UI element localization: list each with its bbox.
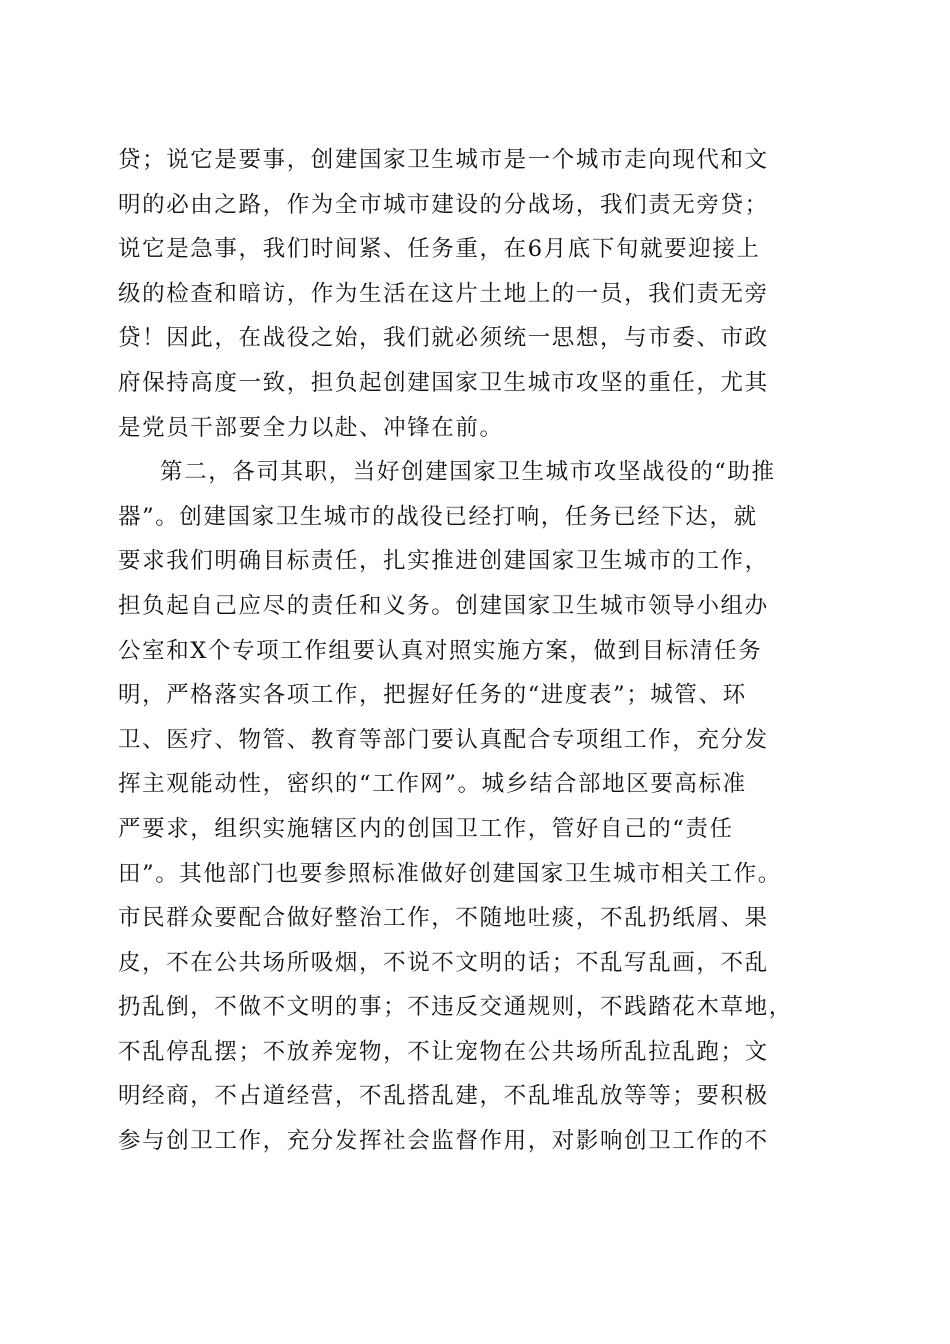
text-line: 贷；说它是要事，创建国家卫生城市是一个城市走向现代和文 [118,147,769,173]
text-line: 扔乱倒，不做不文明的事；不违反交通规则，不践踏花木草地， [118,994,793,1021]
text-line: 府保持高度一致，担负起创建国家卫生城市攻坚的重任，尤其 [118,369,769,396]
text-line: 不乱停乱摆；不放养宠物，不让宠物在公共场所乱拉乱跑；文 [118,1038,769,1065]
body-text [118,138,838,1164]
text-line: 级的检查和暗访，作为生活在这片土地上的一员，我们责无旁 [118,280,769,307]
text-line: 明的必由之路，作为全市城市建设的分战场，我们责无旁贷； [118,191,769,218]
text-line: 是党员干部要全力以赴、冲锋在前。 [118,414,504,441]
text-line: 公室和X个专项工作组要认真对照实施方案，做到目标清任务 [118,637,763,664]
text-line: 严要求，组织实施辖区内的创国卫工作，管好自己的“责任 [118,815,734,842]
text-line: 卫、医疗、物管、教育等部门要认真配合专项组工作，充分发 [118,726,769,753]
text-line: 明经商，不占道经营，不乱搭乱建，不乱堆乱放等等；要积极 [118,1083,769,1110]
text-line: 田”。其他部门也要参照标准做好创建国家卫生城市相关工作。 [118,860,782,887]
text-line: 挥主观能动性，密织的“工作网”。城乡结合部地区要高标准 [118,771,747,798]
text-line: 要求我们明确目标责任，扎实推进创建国家卫生城市的工作， [118,548,769,575]
text-line: 器”。创建国家卫生城市的战役已经打响，任务已经下达，就 [118,503,758,530]
text-line: 参与创卫工作，充分发挥社会监督作用，对影响创卫工作的不 [118,1128,769,1155]
text-line: 说它是急事，我们时间紧、任务重，在6月底下旬就要迎接上 [118,236,761,263]
paragraph-start-line: 第二，各司其职，当好创建国家卫生城市攻坚战役的“助推 [160,459,776,486]
text-line: 市民群众要配合做好整治工作，不随地吐痰，不乱扔纸屑、果 [118,905,769,932]
text-line: 皮，不在公共场所吸烟，不说不文明的话；不乱写乱画，不乱 [118,949,769,976]
text-line: 明，严格落实各项工作，把握好任务的“进度表”；城管、环 [118,682,747,709]
text-line: 贷！因此，在战役之始，我们就必须统一思想，与市委、市政 [118,325,769,352]
text-line: 担负起自己应尽的责任和义务。创建国家卫生城市领导小组办 [118,592,769,619]
